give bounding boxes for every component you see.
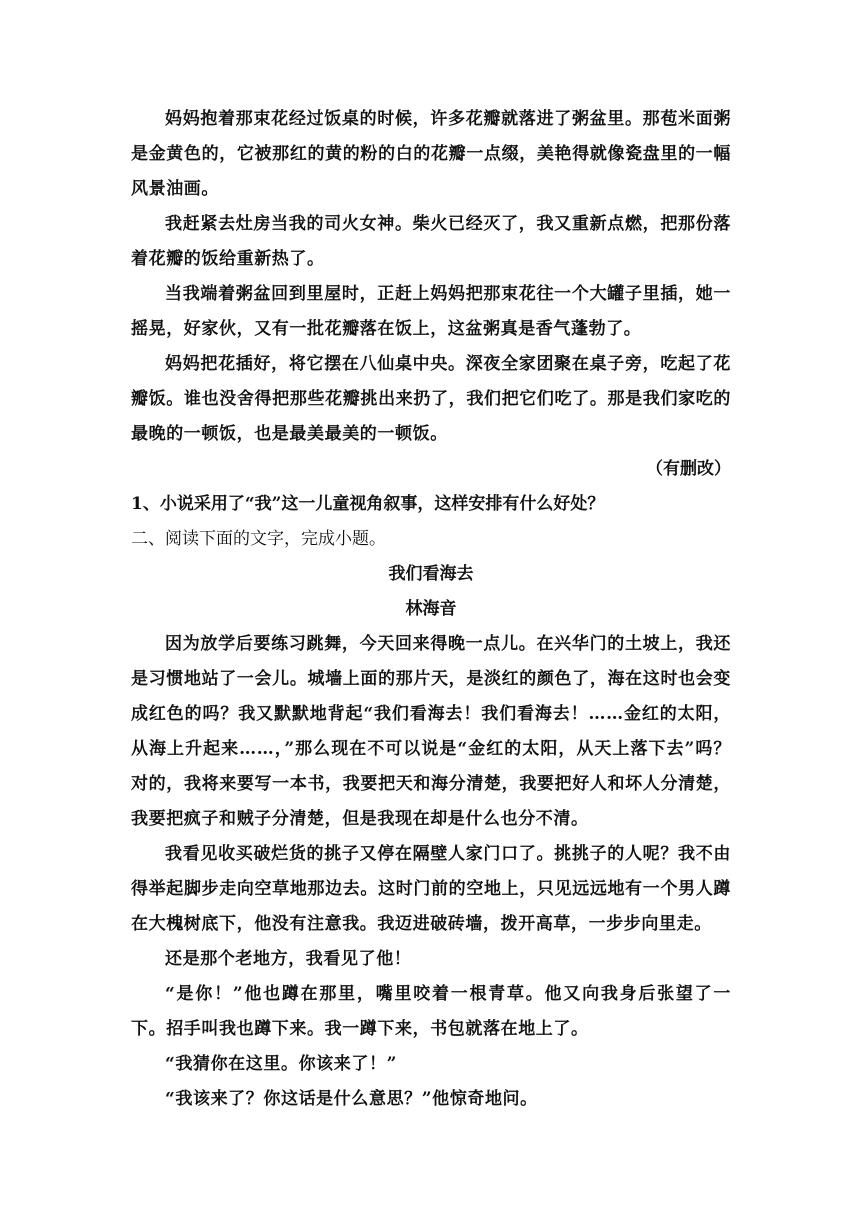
passage2-paragraph-4: “是你！”他也蹲在那里，嘴里咬着一根青草。他又向我身后张望了一下。招手叫我也蹲下来。我一蹲下来，书包就落在地上了。	[131, 984, 731, 1039]
passage2-paragraph-3: 还是那个老地方，我看见了他！	[165, 949, 412, 969]
passage1-paragraph-2: 我赶紧去灶房当我的司火女神。柴火已经灭了，我又重新点燃，把那份落着花瓣的饭给重新热了。	[131, 214, 731, 269]
passage2-paragraph-6: “我该来了？你这话是什么意思？”他惊奇地问。	[165, 1089, 538, 1109]
passage1-paragraph-4: 妈妈把花插好，将它摆在八仙桌中央。深夜全家团聚在桌子旁，吃起了花瓣饭。谁也没舍得把那些花瓣挑出来扔了，我们把它们吃了。那是我们家吃的最晚的一顿饭，也是最美最美的一顿饭。	[131, 354, 731, 444]
passage1-paragraph-3: 当我端着粥盆回到里屋时，正赶上妈妈把那束花往一个大罐子里插，她一摇晃，好家伙，又有一批花瓣落在饭上，这盆粥真是香气蓬勃了。	[131, 284, 731, 339]
passage2-title: 我们看海去	[388, 564, 474, 584]
passage2-paragraph-5: “我猜你在这里。你该来了！”	[165, 1054, 397, 1074]
document-page	[131, 102, 731, 1117]
question-1: 1、小说采用了“我”这一儿童视角叙事，这样安排有什么好处？	[131, 494, 605, 514]
passage2-paragraph-1: 因为放学后要练习跳舞，今天回来得晚一点儿。在兴华门的土坡上，我还是习惯地站了一会儿。城墙上面的那片天，是淡红的颜色了，海在这时也会变成红色的吗？我又默默地背起“我们看海去！我们看海去！……金红的太阳，从海上升起来……，”那么现在不可以说是“金红的太阳，从天上落下去”吗？对的，我将来要写一本书，我要把天和海分清楚，我要把好人和坏人分清楚，我要把疯子和贼子分清楚，但是我现在却是什么也分不清。	[131, 634, 731, 829]
passage2-paragraph-2: 我看见收买破烂货的挑子又停在隔壁人家门口了。挑挑子的人呢？我不由得举起脚步走向空草地那边去。这时门前的空地上，只见远远地有一个男人蹲在大槐树底下，他没有注意我。我迈进破砖墙，拨开高草，一步步向里走。	[131, 844, 731, 934]
passage1-paragraph-1: 妈妈抱着那束花经过饭桌的时候，许多花瓣就落进了粥盆里。那苞米面粥是金黄色的，它被那红的黄的粉的白的花瓣一点缀，美艳得就像瓷盘里的一幅风景油画。	[131, 109, 731, 199]
passage2-author: 林海音	[405, 599, 457, 619]
section-2-heading: 二、阅读下面的文字，完成小题。	[131, 529, 386, 549]
source-note: （有删改）	[646, 459, 731, 479]
